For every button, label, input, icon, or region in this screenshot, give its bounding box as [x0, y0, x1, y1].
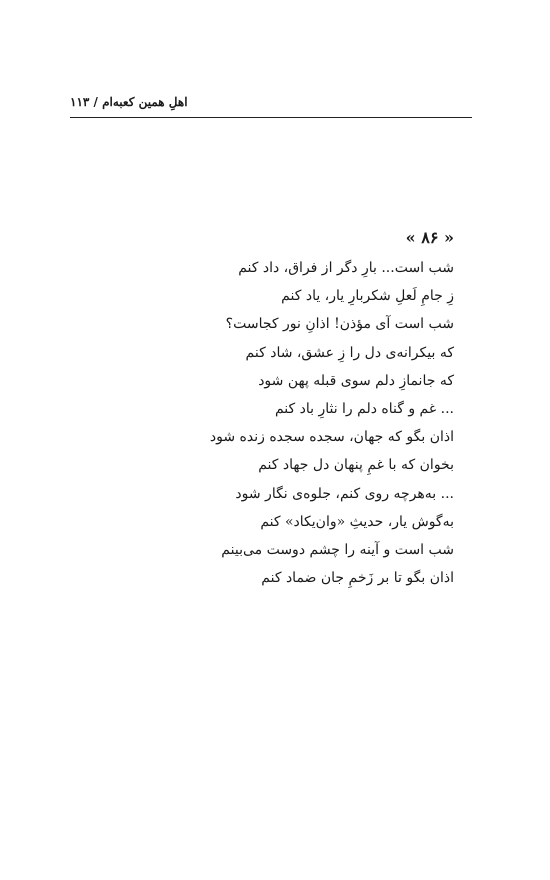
poem-line: شب است... بارِ دگر از فراق، داد کنم	[238, 260, 454, 276]
running-title: اهلِ همین کعبه‌ام / ۱۱۳	[70, 95, 188, 109]
poem-line: زِ جامِ لَعلِ شکربارِ یار، یاد کنم	[281, 288, 454, 305]
poem-line: ... غم و گناه دلم را نثارِ باد کنم	[274, 401, 454, 418]
poem-line: شب است و آینه را چشم دوست می‌بینم	[221, 542, 454, 559]
poem-line: اذان بگو تا بر زَخمِ جان ضماد کنم	[261, 570, 454, 587]
poem-line: ... به‌هرچه روی کنم، جلوه‌ی نگار شود	[235, 485, 454, 502]
page-header	[70, 92, 472, 118]
poem-line: شب است آی مؤذن! اذانِ نور کجاست؟	[225, 316, 454, 333]
poem-line: به‌گوش یار، حدیثِ «وان‌یکاد» کنم	[260, 513, 454, 530]
poem-line: که جانمازِ دلم سوی قبله پهن شود	[258, 372, 454, 389]
poem-line: بخوان که با غمِ پنهان دل جهاد کنم	[258, 457, 454, 474]
poem-block	[174, 224, 454, 592]
header-divider	[70, 117, 472, 118]
poem-number: « ۸۶ »	[405, 228, 454, 247]
poem-line: اذان بگو که جهان، سجده سجده زنده شود	[209, 429, 454, 446]
poem-lines	[174, 254, 454, 592]
poem-line: که بیکرانه‌ی دل را زِ عشق، شاد کنم	[245, 344, 454, 361]
